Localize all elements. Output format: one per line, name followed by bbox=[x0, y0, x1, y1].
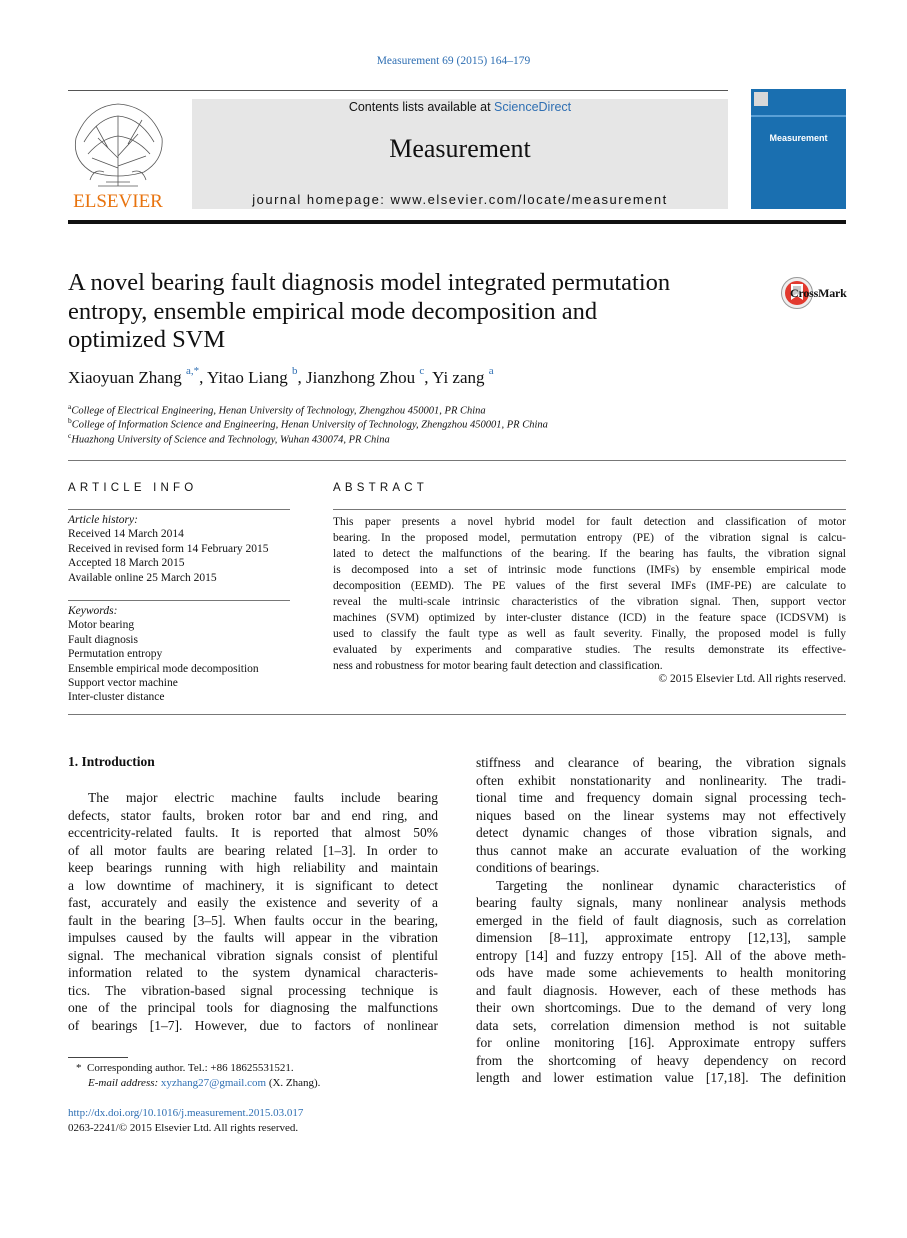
sciencedirect-link[interactable]: ScienceDirect bbox=[494, 100, 572, 114]
email-suffix: (X. Zhang). bbox=[266, 1077, 321, 1089]
history-item: Available online 25 March 2015 bbox=[68, 571, 217, 584]
body-line: keep bearings running with high reliability and maintain bbox=[68, 860, 438, 875]
body-line: of all motor faults are bearing related [1–3]. In order to bbox=[68, 842, 438, 858]
history-label: Article history: bbox=[68, 514, 138, 526]
journal-title: Measurement bbox=[389, 134, 531, 163]
abstract-line: decomposition (EEMD). The PE values of the first several IMFs (IMF-PE) are calculate to bbox=[333, 580, 846, 592]
cover-band bbox=[751, 115, 846, 117]
keyword: Motor bearing bbox=[68, 619, 135, 632]
title-line: optimized SVM bbox=[68, 326, 226, 353]
body-line: dimension [8–11], approximate entropy [12,13], sample bbox=[476, 930, 846, 945]
history-item: Received in revised form 14 February 2015 bbox=[68, 542, 269, 555]
header-top-rule bbox=[68, 90, 728, 91]
doi-link[interactable]: http://dx.doi.org/10.1016/j.measurement.2015.03.017 bbox=[68, 1107, 304, 1119]
affiliation-mark: c bbox=[68, 431, 72, 440]
asterisk-mark: * bbox=[76, 1062, 87, 1074]
abstract-rule bbox=[333, 509, 846, 510]
body-line: a low downtime of machinery, it is significant to detect bbox=[68, 877, 438, 893]
body-line: data sets, correlation dimension method is not suitable bbox=[476, 1017, 846, 1033]
corresponding-author-note bbox=[76, 1062, 294, 1074]
keyword: Ensemble empirical mode decomposition bbox=[68, 662, 259, 675]
elsevier-wordmark: ELSEVIER bbox=[73, 191, 163, 210]
body-line: signal. The mechanical vibration signals consist of plentiful bbox=[68, 947, 438, 963]
title-line: A novel bearing fault diagnosis model integrated permutation bbox=[68, 269, 671, 296]
body-right-column bbox=[476, 754, 846, 1087]
abstract-heading: ABSTRACT bbox=[333, 482, 428, 494]
email-note bbox=[88, 1077, 320, 1089]
abstract-line: machines (SVM) optimized by inter-cluster distance (ICD) in the feature space (ICDSVM) is bbox=[333, 612, 846, 624]
author-name: Yi zang bbox=[432, 368, 485, 387]
abstract-line: This paper presents a novel hybrid model for fault detection and classification of motor bbox=[333, 516, 846, 528]
keywords-rule bbox=[68, 600, 290, 601]
abstract-line: bearing. In the proposed model, permutation entropy (PE) of the vibration signal is calcu- bbox=[333, 532, 846, 544]
contents-prefix: Contents lists available at bbox=[348, 100, 495, 114]
footnote-rule bbox=[68, 1057, 128, 1058]
body-line: fault in the bearing [3–5]. When faults occur in the bearing, bbox=[68, 912, 438, 928]
article-title bbox=[68, 269, 738, 355]
title-line: entropy, ensemble empirical mode decomposition and bbox=[68, 297, 598, 325]
body-line: tional time and frequency domain signal processing tech- bbox=[476, 790, 846, 805]
body-line: stiffness and clearance of bearing, the vibration signals bbox=[476, 755, 846, 770]
body-line: for online monitoring [16]. Approximate entropy suffers bbox=[476, 1035, 846, 1050]
body-line: one of the principal tools for diagnosing the malfunctions bbox=[68, 1000, 438, 1015]
body-line: length and lower estimation value [17,18]. The definition bbox=[476, 1070, 846, 1085]
body-line: The major electric machine faults include bearing bbox=[88, 790, 438, 805]
body-line: conditions of bearings. bbox=[476, 860, 600, 875]
section-heading-introduction: 1. Introduction bbox=[68, 754, 155, 769]
author-name: Jianzhong Zhou bbox=[306, 368, 416, 387]
body-line: detect dynamic changes of those vibration signals, and bbox=[476, 825, 846, 840]
body-line: bearing faulty signals, many nonlinear analysis methods bbox=[476, 895, 846, 910]
body-line: defects, stator faults, broken rotor bar and end ring, and bbox=[68, 807, 438, 823]
body-left-column bbox=[68, 789, 438, 1034]
affiliation-text: College of Information Science and Engineering, Henan University of Technology, Zhengzhou 450001, PR China bbox=[71, 419, 548, 431]
elsevier-tree-logo bbox=[68, 98, 168, 210]
keywords-list bbox=[68, 604, 298, 705]
corresponding-text: Corresponding author. Tel.: +86 18625531521. bbox=[87, 1062, 294, 1074]
body-line: and fault diagnosis. However, each of these methods has bbox=[476, 982, 846, 998]
keyword: Permutation entropy bbox=[68, 648, 163, 661]
body-line: emerged in the field of fault diagnosis, such as correlation bbox=[476, 912, 846, 928]
affiliation bbox=[68, 416, 548, 431]
email-link[interactable]: xyzhang27@gmail.com bbox=[160, 1077, 267, 1089]
affiliation bbox=[68, 431, 390, 446]
author-affiliation-mark[interactable]: c bbox=[419, 365, 425, 377]
section-divider bbox=[68, 714, 846, 715]
abstract-copyright: © 2015 Elsevier Ltd. All rights reserved. bbox=[658, 673, 846, 685]
body-line: ods have made some achievements to health monitoring bbox=[476, 965, 846, 980]
history-item: Received 14 March 2014 bbox=[68, 528, 184, 541]
affiliation-mark: a bbox=[68, 402, 72, 411]
journal-homepage[interactable]: journal homepage: www.elsevier.com/locate/measurement bbox=[252, 192, 668, 207]
author-list: Xiaoyuan Zhang $^{a,*}$, Yitao Liang $^b$, Jianzhong Zhou $^c$, Yi zang $^a$ bbox=[68, 365, 494, 387]
body-line: eccentricity-related faults. It is reported that almost 50% bbox=[68, 825, 438, 840]
abstract-line: ness and robustness for motor bearing fault detection and classification. bbox=[333, 660, 663, 672]
issn-copyright: 0263-2241/© 2015 Elsevier Ltd. All rights reserved. bbox=[68, 1122, 299, 1134]
section-divider bbox=[68, 460, 846, 461]
body-line: of bearings [1–7]. However, due to factors of nonlinear bbox=[68, 1017, 438, 1033]
body-line: niques based on the linear systems may not effectively bbox=[476, 807, 846, 823]
affiliation-text: College of Electrical Engineering, Henan University of Technology, Zhengzhou 450001, PR China bbox=[71, 405, 486, 417]
body-line: fast, accurately and easily the existence and severity of a bbox=[68, 895, 438, 910]
body-line: often exhibit nonstationarity and nonlinearity. The tradi- bbox=[476, 772, 846, 788]
affiliation bbox=[68, 402, 486, 417]
body-line: information related to the system dynamical characteris- bbox=[68, 965, 438, 980]
journal-reference[interactable]: Measurement 69 (2015) 164–179 bbox=[376, 55, 531, 67]
abstract-line: lated to detect the malfunctions of the bearing. If the bearing has faults, the vibration signal bbox=[333, 548, 846, 560]
affiliation-text: Huazhong University of Science and Technology, Wuhan 430074, PR China bbox=[71, 434, 390, 446]
cover-title: Measurement bbox=[769, 133, 828, 143]
abstract-body bbox=[333, 514, 846, 674]
author-affiliation-mark[interactable]: a bbox=[488, 365, 494, 377]
header-rule bbox=[68, 220, 846, 224]
abstract-line: reveal the multi-scale intrinsic characteristics of the vibration signal. Then, support vector bbox=[333, 596, 846, 608]
body-line: Targeting the nonlinear dynamic characteristics of bbox=[496, 877, 846, 893]
keyword: Inter-cluster distance bbox=[68, 691, 165, 704]
contents-line bbox=[192, 100, 728, 114]
history-item: Accepted 18 March 2015 bbox=[68, 557, 185, 570]
article-history bbox=[68, 513, 298, 585]
body-line: impulses caused by the faults will appear in the vibration bbox=[68, 930, 438, 945]
abstract-line: used to classify the fault type as well as fault severity. Finally, the proposed model is fully bbox=[333, 628, 846, 640]
author-name: Xiaoyuan Zhang bbox=[68, 368, 182, 387]
cover-publisher-mark bbox=[754, 92, 768, 106]
keyword: Support vector machine bbox=[68, 677, 178, 690]
article-info-rule bbox=[68, 509, 290, 510]
affiliation-mark: b bbox=[68, 416, 72, 425]
body-line: tics. The vibration-based signal processing technique is bbox=[68, 982, 438, 998]
keywords-label: Keywords: bbox=[68, 605, 118, 617]
author-name: Yitao Liang bbox=[207, 368, 288, 387]
author-affiliation-mark[interactable]: a,* bbox=[186, 365, 200, 377]
body-line: thus cannot make an accurate evaluation of the working bbox=[476, 842, 846, 858]
email-label: E-mail address: bbox=[88, 1077, 161, 1089]
article-info-heading: ARTICLE INFO bbox=[68, 482, 198, 494]
abstract-line: is decomposed into a set of intrinsic mode functions (IMFs) by ensemble empirical mode bbox=[333, 564, 846, 576]
author-affiliation-mark[interactable]: b bbox=[292, 365, 298, 377]
keyword: Fault diagnosis bbox=[68, 633, 138, 646]
journal-cover[interactable] bbox=[751, 89, 846, 209]
body-line: their own shortcomings. Due to the demand of very long bbox=[476, 1000, 846, 1015]
abstract-line: evaluated by experiments and comparative studies. The results demonstrate its effective- bbox=[333, 644, 846, 656]
body-line: entropy [14] and fuzzy entropy [15]. All of the above meth- bbox=[476, 947, 846, 963]
body-line: from the shortcoming of heavy dependency on record bbox=[476, 1052, 846, 1068]
crossmark-label[interactable]: CrossMark bbox=[790, 286, 847, 300]
